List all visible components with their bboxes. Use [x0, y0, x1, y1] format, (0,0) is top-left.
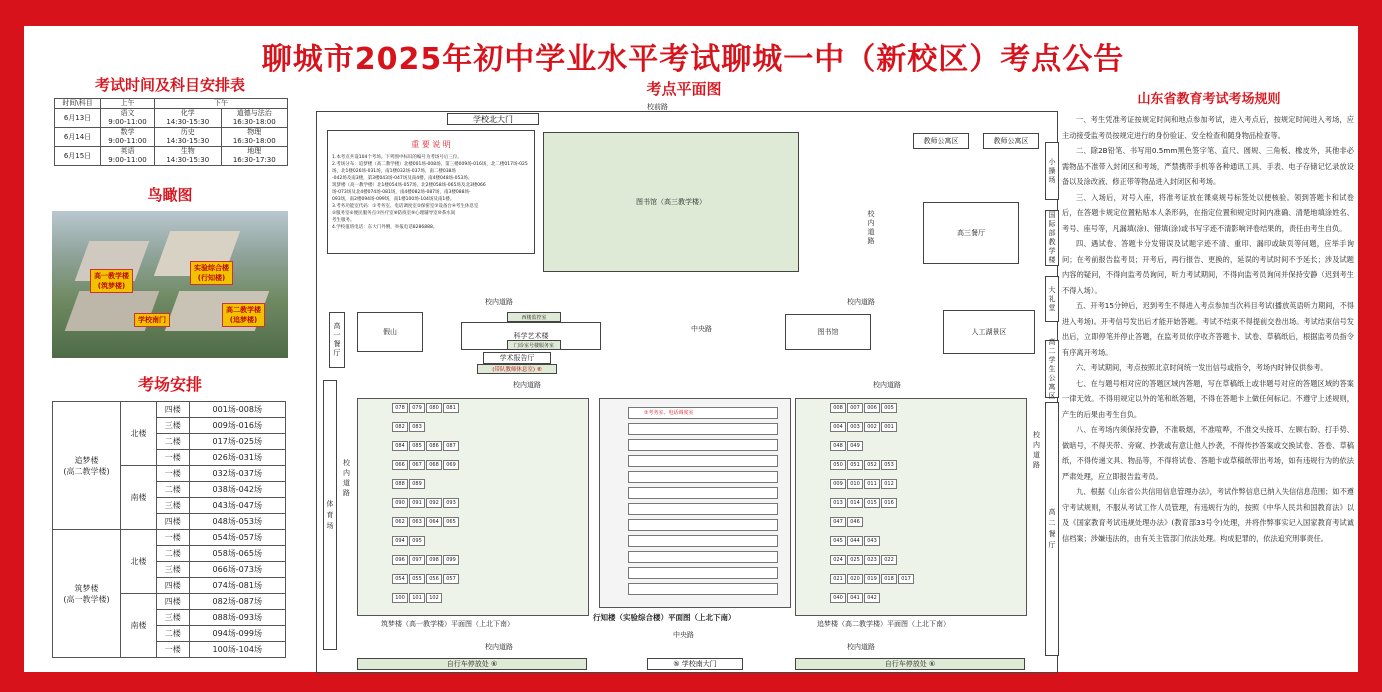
rule-paragraph: 五、开考15分钟后，迟到考生不得进入考点参加当次科目考试(播放英语听力期间，不得进入考场)。开考信号发出后才能开始答题。考试不结束不得提前交卷出场。考试结束信号发出后，立即停笔并停止答题，在监考员依序收齐答题卡、试卷、草稿纸后，根据监考员指令有序离开考场。 [1062, 301, 1354, 357]
exam-room: 002 [864, 422, 880, 432]
exam-room: 096 [392, 555, 408, 565]
sci-bottom: 门诊室号楼服务室 [507, 340, 561, 350]
playground: 体 育 场 [323, 380, 337, 650]
notice-line: 093场，南2楼094场-099场，南1楼100场-104场及南1楼。 [332, 197, 455, 202]
inner-road-label: 校 内 道 路 [343, 459, 350, 497]
exam-room: 052 [864, 460, 880, 470]
exam-room: 040 [830, 593, 846, 603]
notice-line: 1.本考点共设104个考场。下列图中标识的编号为考场号后三位。 [332, 155, 462, 160]
notice-line: 筑梦楼（高一教学楼）北1楼054场-057场，北2楼058场-065场及北3楼066 [332, 183, 486, 188]
arrangement-floor: 二楼 [157, 482, 190, 498]
notice-line: ⑤服务室⑥便民服务点⑦医疗室⑧防疫室⑨心理辅导室⑩茶水间 [332, 211, 456, 216]
arrangement-floor: 四楼 [157, 402, 190, 418]
arrangement-table [52, 401, 286, 658]
schedule-pm2: 物理 16:30-18:00 [221, 128, 288, 147]
schedule-pm1: 生物 14:30-15:30 [155, 147, 222, 166]
rules-heading: 山东省教育考试考场规则 [1137, 92, 1281, 107]
exam-room: 056 [426, 574, 442, 584]
sci-top: 西楼监控室 [507, 312, 561, 322]
zhumeng-building-plan [357, 398, 589, 616]
schedule-heading: 考试时间及科目安排表 [94, 76, 245, 94]
zhuimeng-building-plan [795, 398, 1027, 616]
notice-line: 2.考场分布：追梦楼（高二教学楼）北楼001场-008场、第三楼009场-016场，北二楼017场-025场，北1楼026场-031场，南1楼032场-037场，南二楼038场 [332, 162, 528, 174]
arrangement-range: 001场-008场 [189, 402, 285, 418]
rule-paragraph: 七、在与题号相对应的答题区域内答题，写在草稿纸上或非题号对应的答题区域的答案一律无效。不得用规定以外的笔和纸答题，不得在答题卡上做任何标记。不遵守上述规则，产生的后果由考生自负。 [1062, 378, 1354, 419]
inner-road-label: 校内道路 [485, 643, 513, 651]
rule-paragraph: 三、入场后，对号入座，将准考证放在课桌规号标签处以便核验。领到答题卡和试卷后，在答题卡规定位置粘贴本人条形码，在指定位置和规定时间内准确、清楚地填涂姓名、考号、座号等，凡漏填(涂)、错填(涂)或书写字迹不清影响评卷结果的，责任由考生自负。 [1062, 192, 1354, 233]
teacher-apt: 教师公寓区 [983, 133, 1039, 149]
arrangement-range: 082场-087场 [189, 594, 285, 610]
exam-room: 005 [881, 403, 897, 413]
exam-room: 008 [830, 403, 846, 413]
lecture-sub: (带队教师休息室) ⑧ [477, 364, 557, 374]
lecture-hall: 学术报告厅 [483, 352, 551, 364]
exam-room: 093 [443, 498, 459, 508]
exam-room: 014 [847, 498, 863, 508]
arrangement-building: 追梦楼 (高二教学楼) [53, 402, 121, 530]
floor-strip [628, 487, 778, 499]
inner-road-label: 校内道路 [847, 643, 875, 651]
arrangement-floor: 二楼 [157, 434, 190, 450]
left-caption: 筑梦楼（高一教学楼）平面图（上北下南） [381, 620, 514, 628]
exam-room: 066 [392, 460, 408, 470]
inner-road-label: 校 内 道 路 [867, 210, 875, 245]
rule-paragraph: 九、根据《山东省公共信用信息管理办法》，考试作弊信息已纳入失信信息范围；如不遵守考试规则，不服从考试工作人员管理，有违规行为的，按照《中华人民共和国教育法》以及《国家教育考试违规处理办法》(教育部33号令)处理，并将作弊事实记入国家教育考试诚信档案；涉嫌违法的，由有关主管部门依法处理。构成犯罪的，依法追究刑事责任。 [1062, 487, 1354, 543]
exam-room: 062 [392, 517, 408, 527]
senior3-canteen: 高三餐厅 [923, 202, 1019, 264]
floor-strip [628, 455, 778, 467]
arrangement-heading: 考场安排 [137, 375, 202, 394]
birdseye-image [52, 211, 288, 358]
road-north-label: 校前路 [647, 103, 668, 111]
arrangement-range: 048场-053场 [189, 514, 285, 530]
exam-room: 024 [830, 555, 846, 565]
exam-room: 083 [409, 422, 425, 432]
auditorium: 大 礼 堂 [1045, 276, 1059, 322]
exam-room: 051 [847, 460, 863, 470]
arrangement-wing: 南楼 [121, 466, 157, 530]
notice-title: 重 要 说 明 [411, 140, 451, 149]
exam-room: 012 [881, 479, 897, 489]
arrangement-range: 054场-057场 [189, 530, 285, 546]
exam-room: 098 [426, 555, 442, 565]
notice-box [327, 130, 535, 254]
exam-room: 079 [409, 403, 425, 413]
arrangement-range: 088场-093场 [189, 610, 285, 626]
arrangement-floor: 三楼 [157, 418, 190, 434]
exam-room: 042 [864, 593, 880, 603]
schedule-header-time: 时间\科目 [55, 99, 101, 109]
schedule-am: 语文 9:00-11:00 [101, 109, 155, 128]
schedule-table [54, 98, 288, 166]
notice-body [332, 154, 530, 231]
arrangement-floor: 一楼 [157, 466, 190, 482]
exam-room: 041 [847, 593, 863, 603]
floor-strip [628, 503, 778, 515]
arrangement-floor: 一楼 [157, 530, 190, 546]
schedule-date: 6月15日 [55, 147, 101, 166]
rule-paragraph: 一、考生凭准考证按规定时间和地点参加考试，进入考点后，按规定时间进入考场，应主动接受监考员按规定进行的身份验证、安全检查和随身物品检查等。 [1062, 115, 1354, 140]
arrangement-wing: 北楼 [121, 530, 157, 594]
artificial-lake: 人工湖景区 [943, 310, 1035, 354]
notice-line: 场-073场及北4楼074场-081场，南4楼082场-087场，南3楼088场- [332, 190, 471, 195]
arrangement-range: 017场-025场 [189, 434, 285, 450]
rules-body [1062, 112, 1354, 546]
notice-line: 3.考务功能室代码：①考务室、电话调度室②保密室③设备台④考生休息室 [332, 204, 479, 209]
teacher-apt: 教师公寓区 [913, 133, 969, 149]
exam-room: 022 [881, 555, 897, 565]
exam-room: 045 [830, 536, 846, 546]
exam-room: 085 [409, 441, 425, 451]
arrangement-floor: 一楼 [157, 450, 190, 466]
bike-parking: 自行车停放处 ⑥ [795, 658, 1025, 670]
inner-road-label: 校内道路 [513, 381, 541, 389]
central-road-label: 中央路 [691, 325, 712, 333]
schedule-pm2: 道德与法治 16:30-18:00 [221, 109, 288, 128]
schedule-am: 数学 9:00-11:00 [101, 128, 155, 147]
arrangement-floor: 四楼 [157, 594, 190, 610]
exam-room: 006 [864, 403, 880, 413]
xingzhi-building-plan [599, 398, 791, 608]
floor-strip [628, 535, 778, 547]
arrangement-range: 009场-016场 [189, 418, 285, 434]
arrangement-floor: 二楼 [157, 546, 190, 562]
exam-room: 097 [409, 555, 425, 565]
exam-room: 087 [443, 441, 459, 451]
birdseye-tag: 高一教学楼 (筑梦楼) [90, 269, 133, 293]
exam-room: 055 [409, 574, 425, 584]
floor-strip [628, 423, 778, 435]
exam-room: 092 [426, 498, 442, 508]
exam-room: 082 [392, 422, 408, 432]
exam-room: 007 [847, 403, 863, 413]
exam-room: 101 [409, 593, 425, 603]
arrangement-range: 058场-065场 [189, 546, 285, 562]
arrangement-range: 043场-047场 [189, 498, 285, 514]
exam-room: 049 [847, 441, 863, 451]
north-gate: 学校北大门 [447, 113, 539, 125]
rule-paragraph: 八、在考场内须保持安静，不准吸烟，不准喧哗，不准交头接耳、左顾右盼、打手势、做暗号，不得夹带、旁窥、抄袭或有意让他人抄袭，不得传抄答案或交换试卷、答卷、草稿纸，不得传递文具、物品等，不得将试卷、答题卡或草稿纸带出考场，如有违规行为的依法严肃处理，应立即报告监考员。 [1062, 425, 1354, 481]
exam-room: 088 [392, 479, 408, 489]
exam-room: 080 [426, 403, 442, 413]
arrangement-wing: 北楼 [121, 402, 157, 466]
exam-room: 020 [847, 574, 863, 584]
senior2-canteen: 高 二 餐 厅 [1045, 402, 1059, 656]
birdseye-tag: 学校南门 [134, 313, 170, 327]
schedule-date: 6月13日 [55, 109, 101, 128]
hill: 假山 [357, 312, 423, 352]
exam-room: 001 [881, 422, 897, 432]
schedule-am: 英语 9:00-11:00 [101, 147, 155, 166]
teaching-building: 图书馆（高三教学楼） [543, 132, 799, 272]
arrangement-range: 094场-099场 [189, 626, 285, 642]
exam-room: 086 [426, 441, 442, 451]
inner-road-label: 校内道路 [485, 298, 513, 306]
arrangement-range: 066场-073场 [189, 562, 285, 578]
exam-room: 090 [392, 498, 408, 508]
exam-room: 089 [409, 479, 425, 489]
exam-room: 017 [898, 574, 914, 584]
exam-room: 084 [392, 441, 408, 451]
arrangement-wing: 南楼 [121, 594, 157, 658]
central-road-label: 中央路 [673, 631, 694, 639]
schedule-header-am: 上午 [101, 99, 155, 109]
arrangement-range: 032场-037场 [189, 466, 285, 482]
exam-room: 102 [426, 593, 442, 603]
exam-room: 013 [830, 498, 846, 508]
exam-room: 099 [443, 555, 459, 565]
exam-room: 044 [847, 536, 863, 546]
exam-room: 018 [881, 574, 897, 584]
exam-room: 064 [426, 517, 442, 527]
exam-room: 068 [426, 460, 442, 470]
rule-paragraph: 四、遇试卷、答题卡分发错误及试题字迹不清、重印、漏印或缺页等问题，应举手询问；在考前报告监考员；开考后，再行报告、更换的，延误的考试时间不予延长；涉及试题内容的疑问，不得向监考员询问，听力考试期间，不得向监考员询问并保持安静（迟到考生不得入场）。 [1062, 239, 1354, 295]
inner-road-label: 校内道路 [847, 298, 875, 306]
exam-room: 021 [830, 574, 846, 584]
floor-strip [628, 567, 778, 579]
exam-room: 010 [847, 479, 863, 489]
right-caption: 追梦楼（高二教学楼）平面图（上北下南） [817, 620, 950, 628]
exam-room: 054 [392, 574, 408, 584]
exam-room: 004 [830, 422, 846, 432]
senior1-canteen: 高 一 餐 厅 [329, 312, 345, 368]
exam-room: 069 [443, 460, 459, 470]
birdseye-tag: 实验综合楼 (行知楼) [190, 261, 233, 285]
birdseye-heading: 鸟瞰图 [147, 186, 193, 204]
exam-room: 065 [443, 517, 459, 527]
arrangement-floor: 三楼 [157, 498, 190, 514]
exam-room: 078 [392, 403, 408, 413]
page-title: 聊城市2025年初中学业水平考试聊城一中（新校区）考点公告 [261, 42, 1125, 77]
notice-board [22, 24, 1360, 674]
arrangement-building: 筑梦楼 (高一教学楼) [53, 530, 121, 658]
rule-paragraph: 二、除2B铅笔、书写用0.5mm黑色签字笔、直尺、圆规、三角板、橡皮外，其他非必需物品不准带入封闭区和考场，严禁携带手机等各种通讯工具、手表、电子存储记忆录放设备以及涂改液、修正带等物品进入封闭区和考场。 [1062, 146, 1354, 186]
arrangement-floor: 四楼 [157, 514, 190, 530]
notice-line: 4.学校值班电话：东大门外侧，举报电话8286888。 [332, 225, 438, 230]
center-caption: 行知楼（实验综合楼）平面图（上北下南） [593, 613, 736, 622]
exam-room: 091 [409, 498, 425, 508]
schedule-date: 6月14日 [55, 128, 101, 147]
exam-room: 050 [830, 460, 846, 470]
exam-room: 016 [881, 498, 897, 508]
inner-road-label: 校 内 道 路 [1033, 431, 1040, 469]
birdseye-tag: 高二教学楼 (追梦楼) [222, 303, 265, 327]
exam-room: 047 [830, 517, 846, 527]
exam-room: 095 [409, 536, 425, 546]
arrangement-floor: 三楼 [157, 562, 190, 578]
senior2-apartment: 高二 学生 公寓区 [1045, 340, 1059, 398]
sci-art-building: 科学艺术楼 [461, 322, 601, 350]
floor-strip [628, 471, 778, 483]
exam-room: 019 [864, 574, 880, 584]
exam-room: 081 [443, 403, 459, 413]
arrangement-floor: 二楼 [157, 626, 190, 642]
exam-room: 011 [864, 479, 880, 489]
rule-paragraph: 六、考试期间，考点按照北京时间统一发出信号或指令，考场内时钟仅供参考。 [1076, 363, 1328, 372]
arrangement-floor: 三楼 [157, 610, 190, 626]
library: 图书馆 [785, 314, 871, 350]
arrangement-range: 100场-104场 [189, 642, 285, 658]
exam-room: 043 [864, 536, 880, 546]
schedule-pm1: 化学 14:30-15:30 [155, 109, 222, 128]
exam-room: 046 [847, 517, 863, 527]
floor-strip [628, 519, 778, 531]
arrangement-range: 026场-031场 [189, 450, 285, 466]
exam-room: 067 [409, 460, 425, 470]
floor-strip [628, 551, 778, 563]
floor-strip [628, 583, 778, 595]
south-gate: ⑤ 学校南大门 [647, 658, 743, 670]
notice-line: 考生服务。 [332, 218, 355, 223]
bike-parking: 自行车停放处 ⑥ [357, 658, 587, 670]
exam-room: 053 [881, 460, 897, 470]
exam-room: 057 [443, 574, 459, 584]
exam-room: 025 [847, 555, 863, 565]
exam-room: 100 [392, 593, 408, 603]
map-heading: 考点平面图 [646, 80, 722, 98]
small-playground: 小 操 场 [1045, 142, 1059, 200]
exam-room: 063 [409, 517, 425, 527]
exam-room: 003 [847, 422, 863, 432]
schedule-pm2: 地理 16:30-17:30 [221, 147, 288, 166]
notice-line: -042场及南3楼，第3楼043场-047场及南4楼，南4楼048场-053场。 [332, 176, 473, 181]
floor-strip [628, 439, 778, 451]
arrangement-range: 038场-042场 [189, 482, 285, 498]
exam-room: 048 [830, 441, 846, 451]
arrangement-range: 074场-081场 [189, 578, 285, 594]
intl-building: 国际 部教 学楼 [1045, 210, 1059, 266]
exam-room: 009 [830, 479, 846, 489]
inner-road-label: 校内道路 [873, 381, 901, 389]
exam-room: 023 [864, 555, 880, 565]
exam-room: 094 [392, 536, 408, 546]
site-map [316, 103, 1058, 673]
arrangement-floor: 四楼 [157, 578, 190, 594]
exam-room: 015 [864, 498, 880, 508]
center-note: ②考务室、电话调度室 [644, 410, 694, 416]
arrangement-floor: 一楼 [157, 642, 190, 658]
schedule-header-pm: 下午 [155, 99, 288, 109]
schedule-pm1: 历史 14:30-15:30 [155, 128, 222, 147]
